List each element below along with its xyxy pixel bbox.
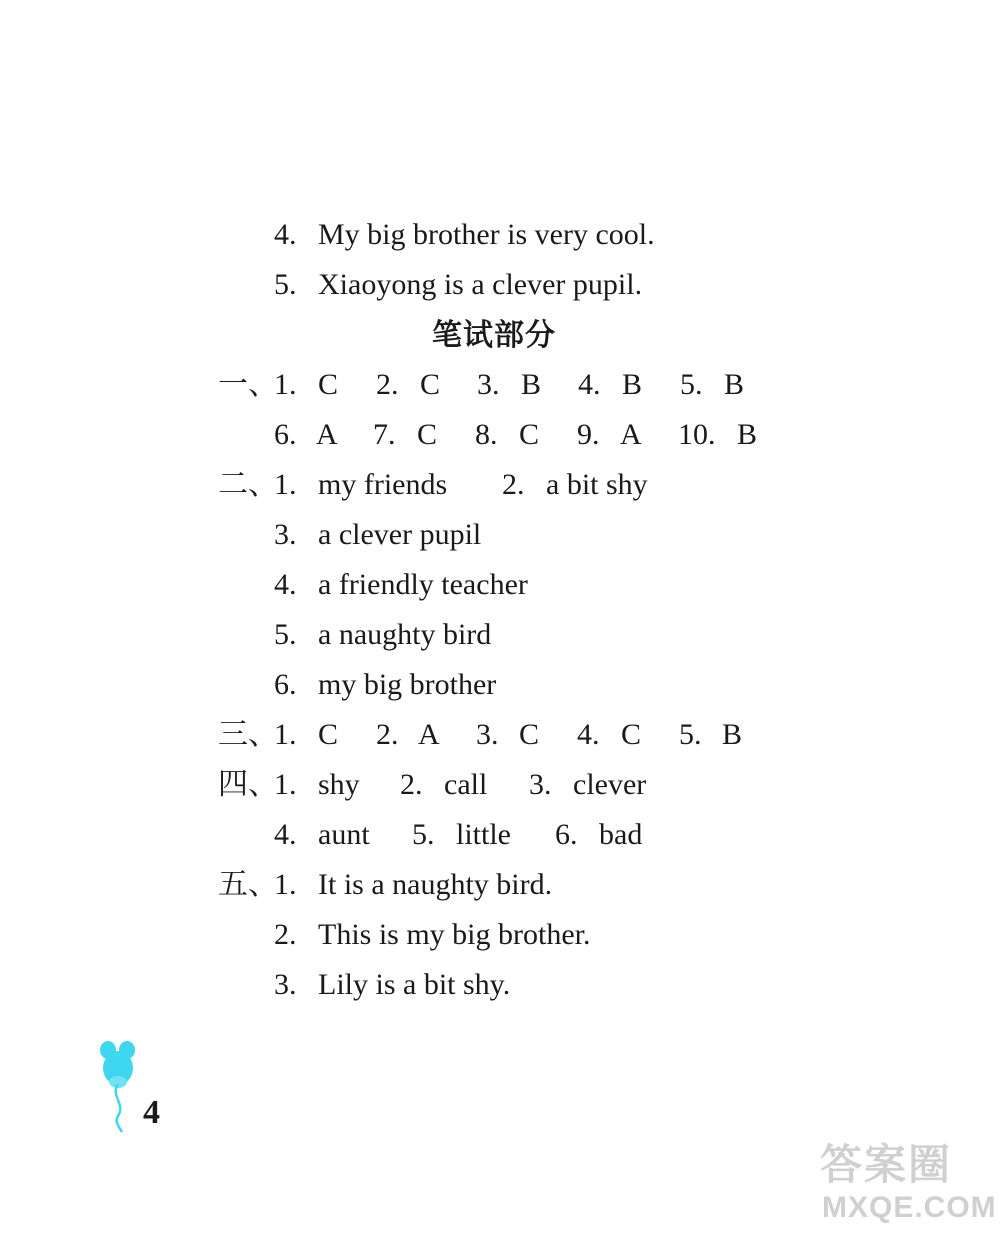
answer-text: C (420, 368, 441, 401)
answer-text: my friends (318, 468, 448, 501)
watermark-url: MXQE.COM (822, 1191, 997, 1224)
section-marker: 四、 (218, 768, 278, 801)
item-number: 5. (679, 718, 702, 751)
watermark-logo-text: 答案圈 (820, 1141, 953, 1188)
item-number: 6. (274, 418, 297, 451)
answer-text: A (316, 418, 338, 451)
answer-text: B (737, 418, 758, 451)
item-number: 3. (274, 968, 297, 1001)
item-number: 4. (577, 718, 600, 751)
item-number: 5. (412, 818, 435, 851)
answer-text: B (622, 368, 643, 401)
item-number: 10. (678, 418, 716, 451)
answer-text: A (620, 418, 642, 451)
answer-text: C (318, 718, 339, 751)
section-marker: 三、 (218, 718, 278, 751)
item-number: 5. (680, 368, 703, 401)
item-number: 1. (274, 868, 297, 901)
section-marker: 一、 (218, 368, 278, 401)
item-number: 3. (274, 518, 297, 551)
answer-text: Xiaoyong is a clever pupil. (318, 268, 643, 301)
item-number: 6. (274, 668, 297, 701)
item-number: 4. (274, 218, 297, 251)
answer-text: bad (599, 818, 643, 851)
item-number: 1. (274, 368, 297, 401)
item-number: 8. (475, 418, 498, 451)
section-marker: 五、 (218, 868, 278, 901)
item-number: 9. (577, 418, 600, 451)
answer-text: B (722, 718, 743, 751)
answer-text: My big brother is very cool. (318, 218, 655, 251)
answer-text: a naughty bird (318, 618, 492, 651)
answer-text: B (724, 368, 745, 401)
item-number: 2. (400, 768, 423, 801)
answer-text: shy (318, 768, 360, 801)
answer-text: aunt (318, 818, 370, 851)
item-number: 4. (578, 368, 601, 401)
answer-text: This is my big brother. (318, 918, 591, 951)
answer-text: clever (573, 768, 647, 801)
item-number: 2. (502, 468, 525, 501)
answer-text: It is a naughty bird. (318, 868, 553, 901)
answer-text: my big brother (318, 668, 497, 701)
item-number: 2. (376, 718, 399, 751)
answer-text: little (456, 818, 511, 851)
item-number: 4. (274, 568, 297, 601)
answer-text: a bit shy (546, 468, 648, 501)
item-number: 7. (373, 418, 396, 451)
item-number: 1. (274, 768, 297, 801)
answer-text: C (417, 418, 438, 451)
answer-text: C (519, 718, 540, 751)
answer-text: C (318, 368, 339, 401)
item-number: 4. (274, 818, 297, 851)
section-marker: 二、 (218, 468, 278, 501)
answer-text: C (519, 418, 540, 451)
item-number: 5. (274, 268, 297, 301)
answer-text: call (444, 768, 488, 801)
answer-text: a friendly teacher (318, 568, 528, 601)
watermark (820, 1141, 997, 1230)
item-number: 1. (274, 468, 297, 501)
answer-text: Lily is a bit shy. (318, 968, 511, 1001)
mouse-icon (98, 1038, 142, 1134)
answer-text: A (418, 718, 440, 751)
item-number: 2. (274, 918, 297, 951)
item-number: 2. (376, 368, 399, 401)
section-heading: 笔试部分 (432, 318, 556, 353)
item-number: 3. (477, 368, 500, 401)
item-number: 5. (274, 618, 297, 651)
item-number: 1. (274, 718, 297, 751)
item-number: 3. (529, 768, 552, 801)
item-number: 3. (476, 718, 499, 751)
item-number: 6. (555, 818, 578, 851)
answer-text: C (621, 718, 642, 751)
answer-text: B (521, 368, 542, 401)
answer-text: a clever pupil (318, 518, 482, 551)
page-number: 4 (143, 1094, 160, 1131)
